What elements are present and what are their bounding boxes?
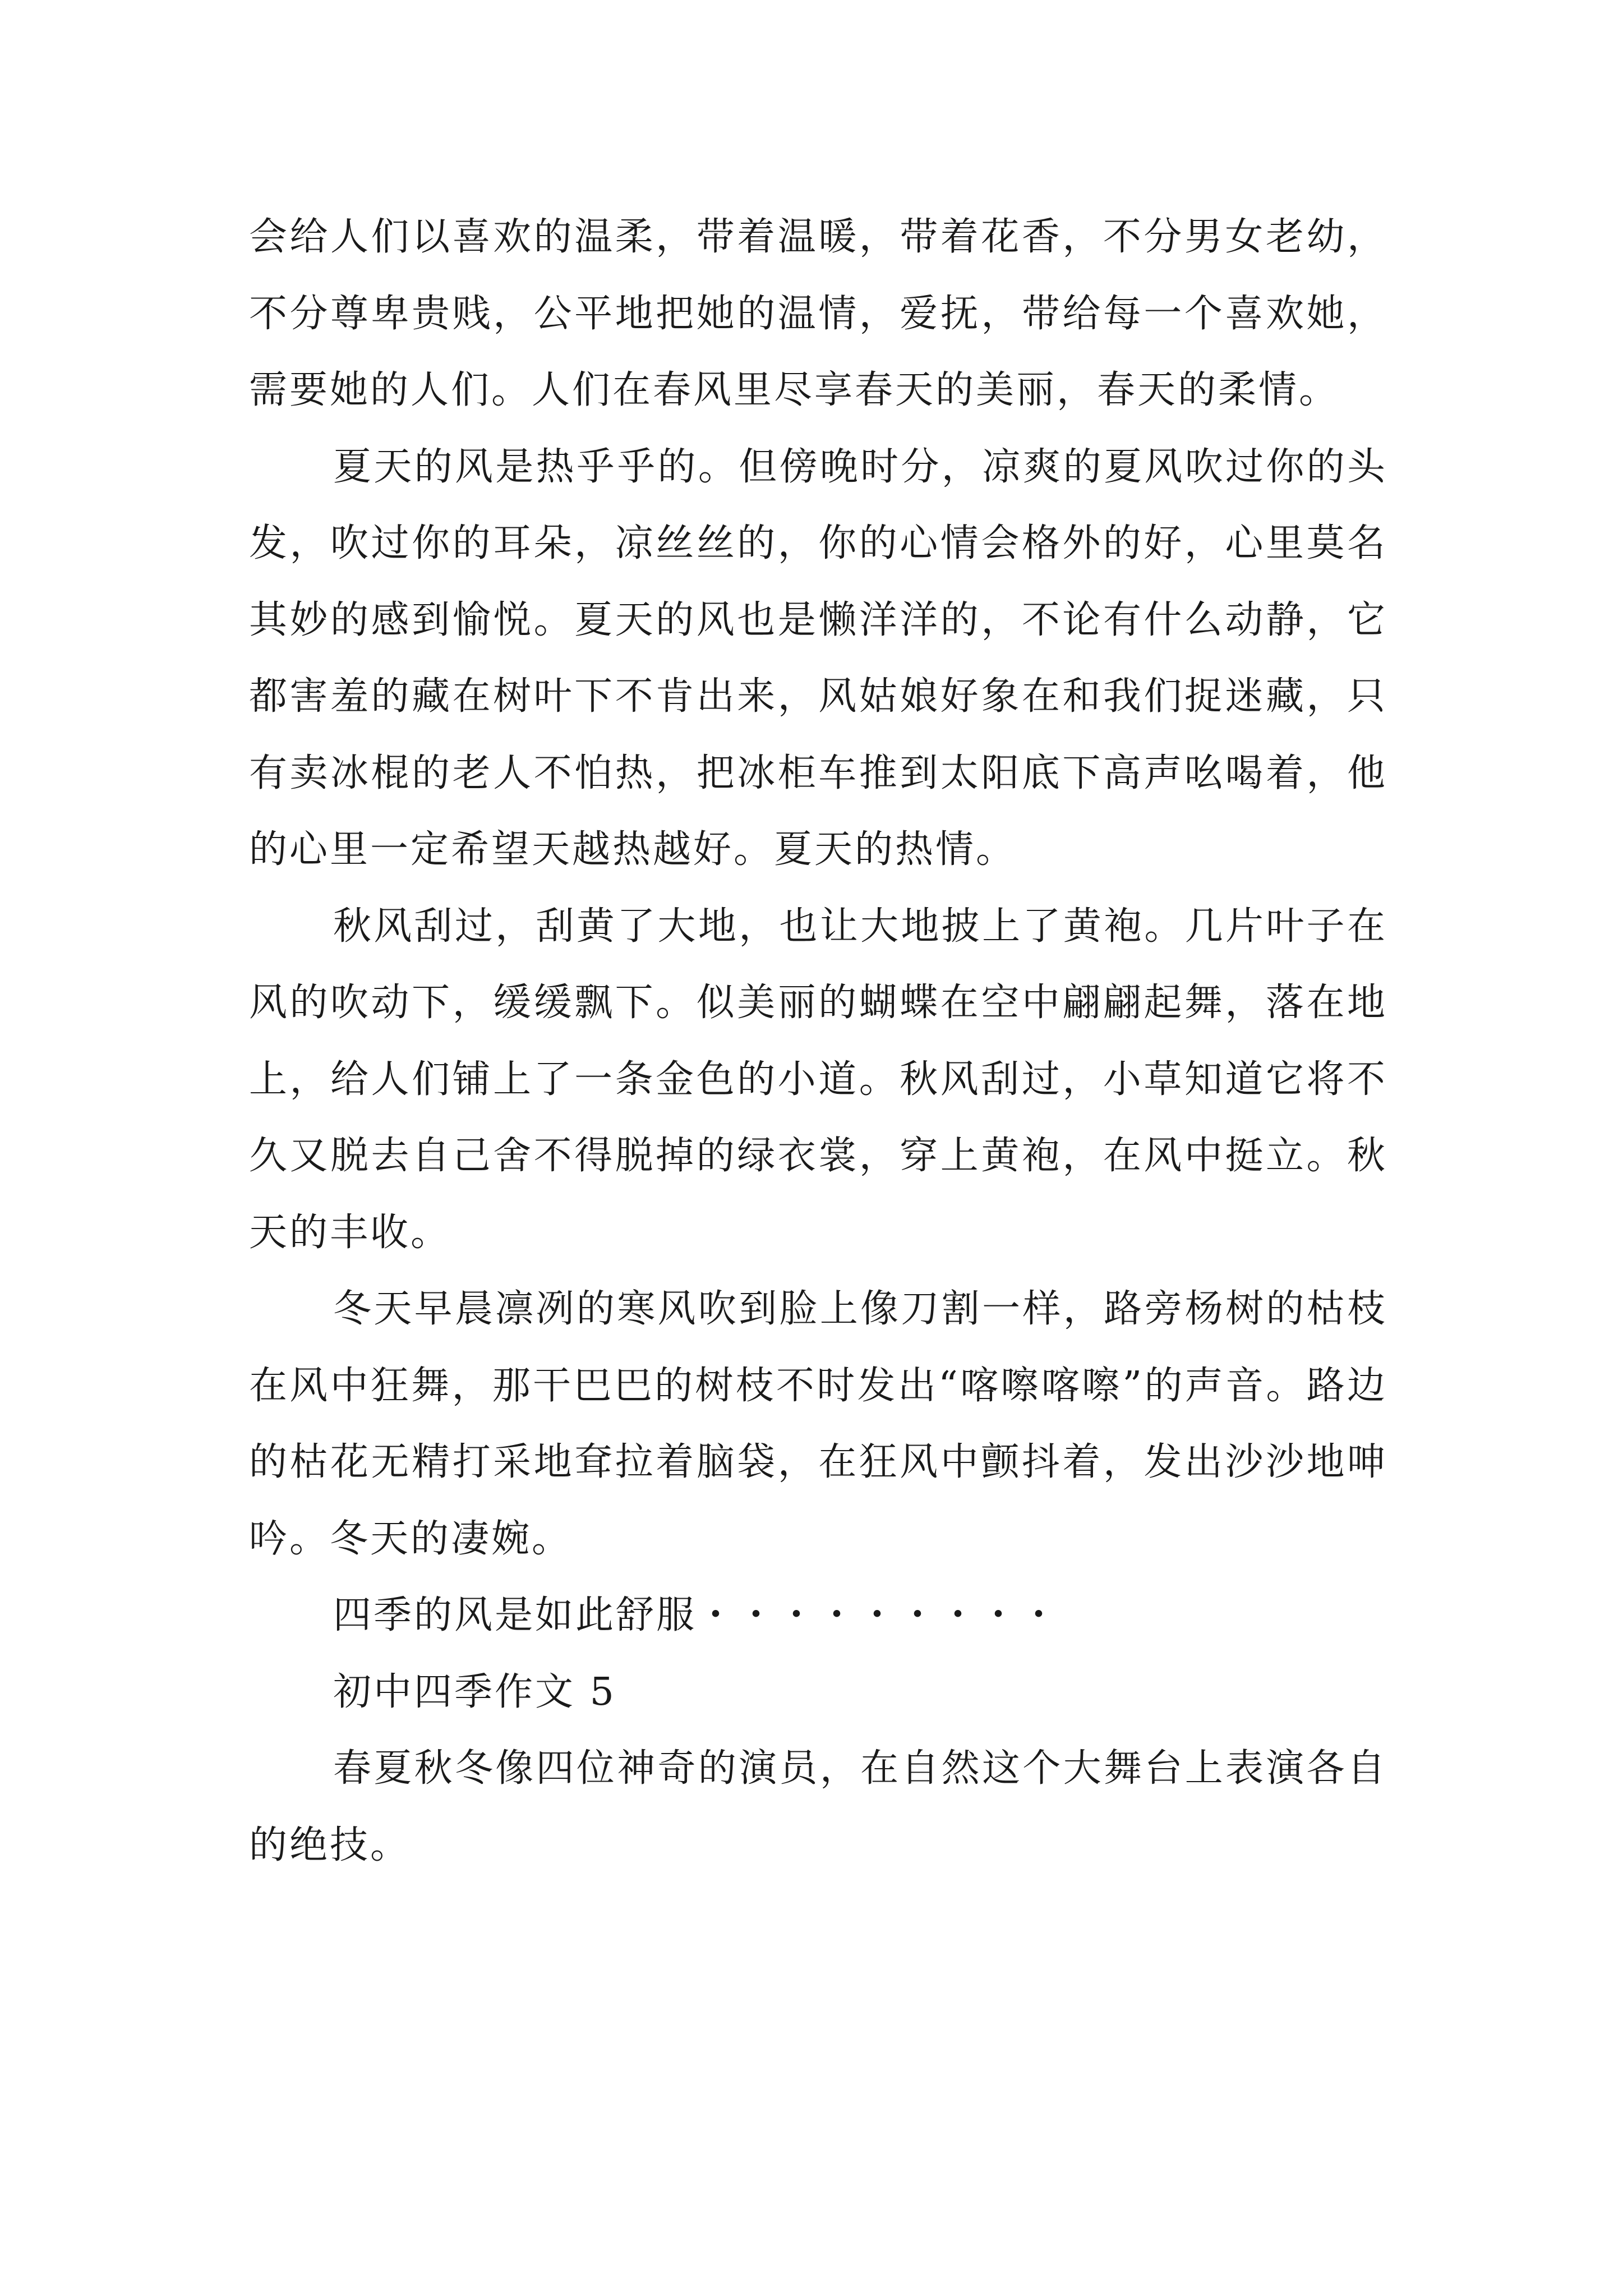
paragraph-conclusion: 四季的风是如此舒服・・・・・・・・・ [333,1593,1061,1637]
paragraph-essay-5-opening: 春夏秋冬像四位神奇的演员，在自然这个大舞台上表演各自的绝技。 [249,1746,1387,1867]
paragraph-summer: 夏天的风是热乎乎的。但傍晚时分，凉爽的夏风吹过你的头发，吹过你的耳朵，凉丝丝的，你的心情会格外的好，心里莫名其妙的感到愉悦。夏天的风也是懒洋洋的，不论有什么动静，它都害羞的藏在树叶下不肯出来，风姑娘好象在和我们捉迷藏，只有卖冰棍的老人不怕热，把冰柜车推到太阳底下高声吆喝着，他的心里一定希望天越热越好。夏天的热情。 [249,444,1387,872]
paragraph-autumn: 秋风刮过，刮黄了大地，也让大地披上了黄袍。几片叶子在风的吹动下，缓缓飘下。似美丽的蝴蝶在空中翩翩起舞，落在地上，给人们铺上了一条金色的小道。秋风刮过，小草知道它将不久又脱去自己舍不得脱掉的绿衣裳，穿上黄袍，在风中挺立。秋天的丰收。 [249,904,1387,1255]
document-body [249,199,1387,1884]
essay-heading: 初中四季作文 5 [333,1669,616,1714]
paragraph-winter: 冬天早晨凛冽的寒风吹到脸上像刀割一样，路旁杨树的枯枝在风中狂舞，那干巴巴的树枝不时发出“喀嚓喀嚓”的声音。路边的枯花无精打采地耷拉着脑袋，在狂风中颤抖着，发出沙沙地呻吟。冬天的凄婉。 [249,1287,1387,1561]
paragraph-spring-continued: 会给人们以喜欢的温柔，带着温暖，带着花香，不分男女老幼，不分尊卑贵贱，公平地把她的温情，爱抚，带给每一个喜欢她，需要她的人们。人们在春风里尽享春天的美丽，春天的柔情。 [249,215,1387,412]
